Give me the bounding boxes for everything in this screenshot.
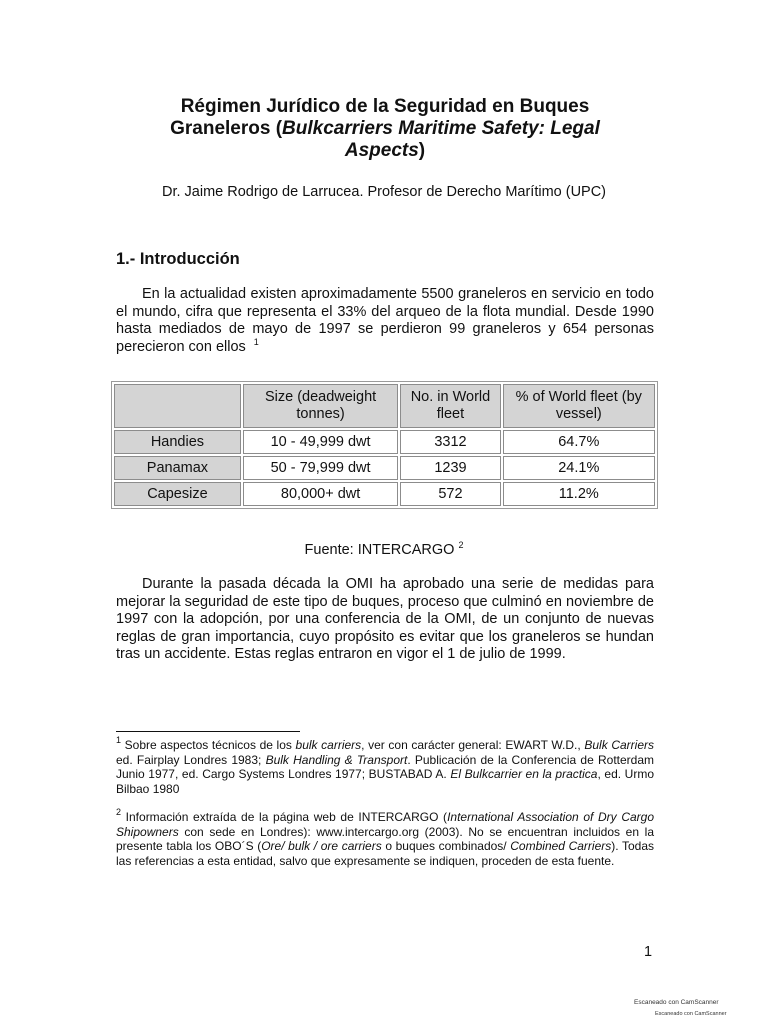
table-header-cell: % of World fleet (by vessel) <box>503 384 655 428</box>
table-header-cell <box>114 384 241 428</box>
footnote-text: Información extraída de la página web de INTERCARGO ( <box>125 810 448 824</box>
table-cell: 50 - 79,999 dwt <box>243 456 398 480</box>
table-cell: 24.1% <box>503 456 655 480</box>
title-line-2-normal: Graneleros ( <box>170 118 283 139</box>
table-row <box>114 456 655 480</box>
table-row <box>114 430 655 454</box>
table-cell: 80,000+ dwt <box>243 482 398 506</box>
table-row-label: Panamax <box>114 456 241 480</box>
footnote-1-text <box>116 738 654 796</box>
footnote-ref-1: 1 <box>253 336 259 347</box>
title-line-3 <box>130 140 640 162</box>
intro-text: En la actualidad existen aproximadamente 5500 graneleros en servicio en todo el mundo, cifra que representa el 33% del arqueo de la flota mundial. Desde 1990 hasta mediados de mayo de 1997 se perdieron 99 graneleros y 654 personas perecieron con ellos <box>116 286 654 355</box>
footnote-text: . Publicación de la Conferencia de Rotterdam Junio 1977, ed. Cargo Systems Londres 1977; BUSTABAD A. <box>116 752 654 781</box>
body-paragraph-2 <box>116 576 654 664</box>
title-line-2-italic: Bulkcarriers Maritime Safety: Legal <box>282 118 600 139</box>
table-source <box>100 542 668 558</box>
footnote-2-number: 2 <box>116 807 122 817</box>
footnote-italic-text: Combined Carriers <box>510 839 612 853</box>
footnote-italic-text: El Bulkcarrier en la practica <box>450 767 598 781</box>
table-cell: 572 <box>400 482 500 506</box>
table-cell: 10 - 49,999 dwt <box>243 430 398 454</box>
footnote-italic-text: Bulk Carriers <box>584 738 654 752</box>
fleet-table <box>111 381 658 509</box>
table-cell: 11.2% <box>503 482 655 506</box>
footnote-italic-text: International Association of Dry Cargo Shipowners <box>116 810 655 839</box>
footnote-text: , ver con carácter general: EWART W.D., <box>361 738 585 752</box>
table-header-cell: Size (deadweight tonnes) <box>243 384 398 428</box>
source-text: Fuente: INTERCARGO <box>304 542 455 558</box>
title-line-3-italic: Aspects <box>344 140 419 161</box>
page-title <box>130 96 640 162</box>
footnote-text: ). Todas las referencias a esta entidad, salvo que expresamente se indiquen, proceden de esta fuente. <box>116 839 655 868</box>
table-header-cell: No. in World fleet <box>400 384 500 428</box>
table-row-label: Handies <box>114 430 241 454</box>
footnote-2 <box>116 807 655 868</box>
title-line-3-normal: ) <box>418 140 426 161</box>
scanner-watermark: Escaneado con CamScanner <box>634 999 719 1006</box>
footnote-text: Sobre aspectos técnicos de los <box>124 738 296 752</box>
footnote-text: ed. Fairplay Londres 1983; <box>116 752 266 767</box>
section-heading: 1.- Introducción <box>116 250 240 268</box>
title-line-1: Régimen Jurídico de la Seguridad en Buques <box>180 96 590 117</box>
table-row-label: Capesize <box>114 482 241 506</box>
footnote-text: con sede en Londres): www.intercargo.org (2003). No se encuentran incluidos en la presente tabla los OBO´S ( <box>116 824 654 853</box>
footnote-text: , ed. Urmo Bilbao 1980 <box>116 767 655 796</box>
table-cell: 64.7% <box>503 430 655 454</box>
paragraph-2-text: Durante la pasada década la OMI ha aprobado una serie de medidas para mejorar la seguridad de este tipo de buques, proceso que culminó en noviembre de 1997 con la adopción, por una conferencia de la OMI, de un conjunto de nuevas reglas de gran importancia, cuyo propósito es evitar que los graneleros se hundan tras un accidente. Estas reglas entraron en vigor el 1 de julio de 1999. <box>116 576 654 662</box>
footnote-text: o buques combinados/ <box>381 839 511 853</box>
table-header-row <box>114 384 655 428</box>
author-line: Dr. Jaime Rodrigo de Larrucea. Profesor de Derecho Marítimo (UPC) <box>161 184 607 200</box>
table-cell: 1239 <box>400 456 500 480</box>
intro-paragraph <box>116 286 654 356</box>
footnote-italic-text: bulk carriers <box>295 738 362 752</box>
scanner-watermark-small: Escaneado con CamScanner <box>655 1011 727 1017</box>
footnote-italic-text: Bulk Handling & Transport <box>265 752 408 767</box>
footnote-ref-2: 2 <box>458 540 464 550</box>
table-row <box>114 482 655 506</box>
footnote-1-number: 1 <box>116 735 122 745</box>
page-number: 1 <box>644 944 653 960</box>
footnote-divider <box>116 731 300 732</box>
title-line-2 <box>130 118 640 140</box>
footnote-1 <box>116 735 655 796</box>
table-cell: 3312 <box>400 430 500 454</box>
footnote-2-text <box>116 810 654 868</box>
footnote-italic-text: Ore/ bulk / ore carriers <box>261 839 382 853</box>
